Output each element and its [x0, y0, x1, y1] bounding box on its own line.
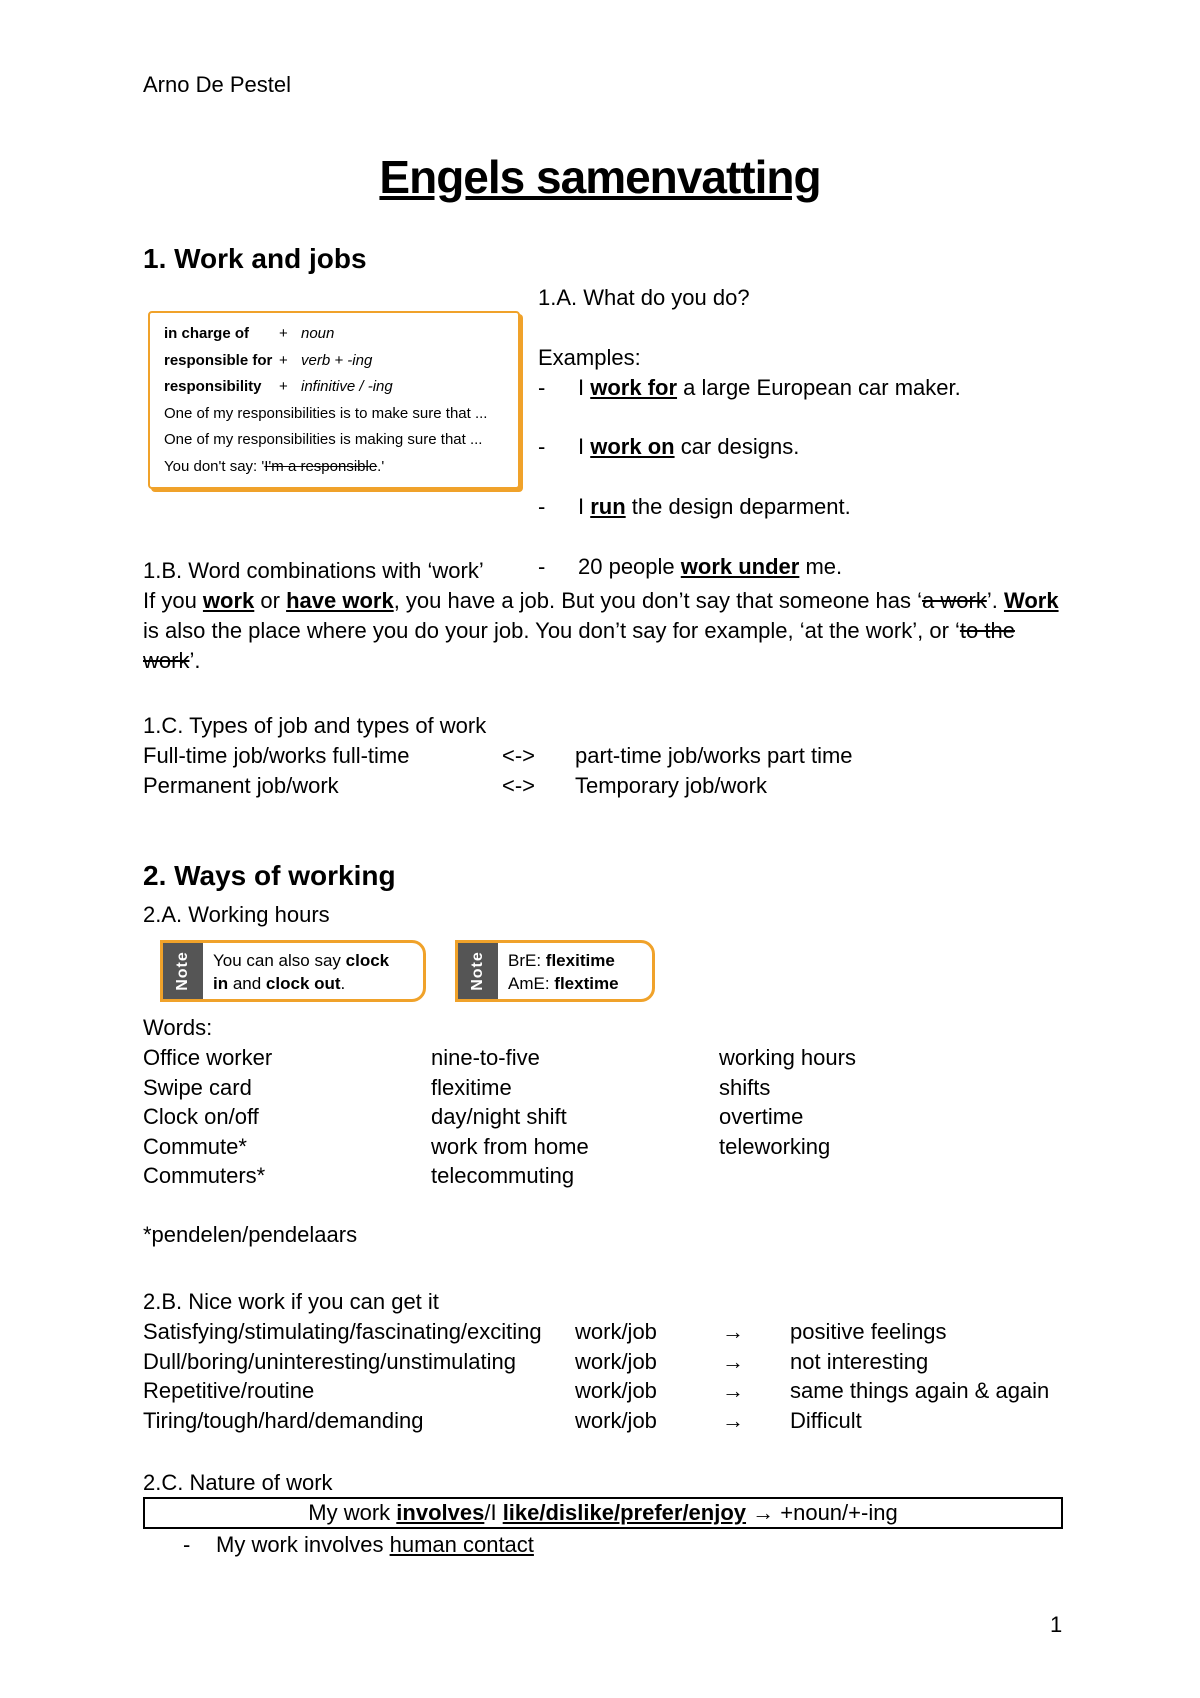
word: Commuters* [143, 1163, 266, 1188]
word: Swipe card [143, 1074, 252, 1100]
note-tag: Note [163, 943, 203, 999]
grammar-row: responsible for + verb + -ing [164, 351, 373, 369]
job-type-right: part-time job/works part time [575, 743, 853, 768]
word: teleworking [719, 1133, 831, 1159]
word: nine-to-five [431, 1045, 540, 1070]
note-box-flexitime [455, 940, 655, 1002]
job-type-arrow: <-> [502, 743, 536, 768]
job-type-left: Full-time job/works full-time [143, 743, 410, 768]
nature-item-dash: - [183, 1532, 191, 1557]
note-box-clock [160, 940, 426, 1002]
word: Commute* [143, 1133, 247, 1159]
noun-column [575, 1317, 657, 1435]
arrow-icon: → [722, 1319, 744, 1344]
noun: work/job [575, 1319, 657, 1344]
adjectives-column [143, 1317, 542, 1435]
section-2b-heading: 2.B. Nice work if you can get it [143, 1289, 439, 1314]
noun: work/job [575, 1378, 657, 1403]
section-1b-paragraph: If you work or have work, you have a job. But you don’t say that someone has ‘a work’. Work is also the place where you do your job. You don’t say for example, ‘at the work’, or ‘to the work’. [143, 588, 1059, 673]
meaning: positive feelings [790, 1319, 947, 1344]
adjective-list: Dull/boring/uninteresting/unstimulating [143, 1348, 516, 1374]
word: work from home [431, 1133, 589, 1159]
word: overtime [719, 1104, 804, 1129]
examples-label: Examples: [538, 345, 641, 370]
word: working hours [719, 1045, 856, 1070]
words-column-3 [719, 1043, 856, 1161]
nature-of-work-box: My work involves/I like/dislike/prefer/enjoy → +noun/+-ing [143, 1497, 1063, 1529]
section-1c-heading: 1.C. Types of job and types of work [143, 713, 487, 738]
section-2a-heading: 2.A. Working hours [143, 902, 330, 927]
words-column-2 [431, 1043, 589, 1191]
adjective-list: Repetitive/routine [143, 1378, 315, 1403]
meaning: Difficult [790, 1407, 862, 1433]
grammar-row: responsibility + infinitive / -ing [164, 378, 393, 395]
arrow-column [722, 1317, 744, 1435]
arrow-icon: → [722, 1378, 744, 1403]
word: flexitime [431, 1074, 512, 1100]
word: Office worker [143, 1045, 273, 1070]
example-item: - I work for a large European car maker. [538, 375, 961, 400]
noun: work/job [575, 1407, 657, 1433]
job-type-right: Temporary job/work [575, 773, 767, 798]
job-type-left: Permanent job/work [143, 773, 339, 798]
author-name: Arno De Pestel [143, 72, 291, 97]
noun: work/job [575, 1348, 657, 1374]
nature-item: My work involves human contact [216, 1532, 534, 1557]
footnote: *pendelen/pendelaars [143, 1222, 358, 1247]
words-label: Words: [143, 1015, 213, 1040]
meaning: same things again & again [790, 1378, 1050, 1403]
word: Clock on/off [143, 1104, 259, 1129]
section-1a-heading: 1.A. What do you do? [538, 285, 750, 310]
section-2-heading: 2. Ways of working [143, 860, 396, 891]
arrow-icon: → [722, 1407, 744, 1433]
section-2c-heading: 2.C. Nature of work [143, 1470, 333, 1495]
section-1-heading: 1. Work and jobs [143, 243, 367, 274]
note-tag: Note [458, 943, 498, 999]
note-text: You can also say clock in and clock out. [213, 951, 390, 993]
grammar-example: One of my responsibilities is to make sure that ... [164, 404, 488, 422]
word: day/night shift [431, 1104, 567, 1129]
page-number: 1 [1050, 1612, 1063, 1637]
example-item: - 20 people work under me. [538, 554, 843, 579]
arrow-icon: → [722, 1348, 744, 1374]
grammar-note: You don't say: 'I'm a responsible.' [164, 457, 385, 475]
section-1b-heading: 1.B. Word combinations with ‘work’ [143, 558, 484, 583]
meaning: not interesting [790, 1348, 929, 1374]
document-title: Engels samenvatting [379, 151, 821, 203]
grammar-example: One of my responsibilities is making sure that ... [164, 431, 483, 448]
responsibility-grammar-box [148, 311, 520, 489]
words-column-1 [143, 1043, 272, 1191]
meaning-column [790, 1317, 1049, 1435]
example-item: - I work on car designs. [538, 434, 800, 459]
word: telecommuting [431, 1163, 575, 1188]
grammar-row: in charge of + noun [164, 325, 335, 342]
word: shifts [719, 1074, 771, 1100]
note-text: BrE: flexitime AmE: flextime [508, 951, 619, 993]
job-type-arrow: <-> [502, 773, 536, 798]
adjective-list: Tiring/tough/hard/demanding [143, 1407, 424, 1433]
example-item: - I run the design deparment. [538, 494, 851, 519]
adjective-list: Satisfying/stimulating/fascinating/exciting [143, 1319, 542, 1344]
